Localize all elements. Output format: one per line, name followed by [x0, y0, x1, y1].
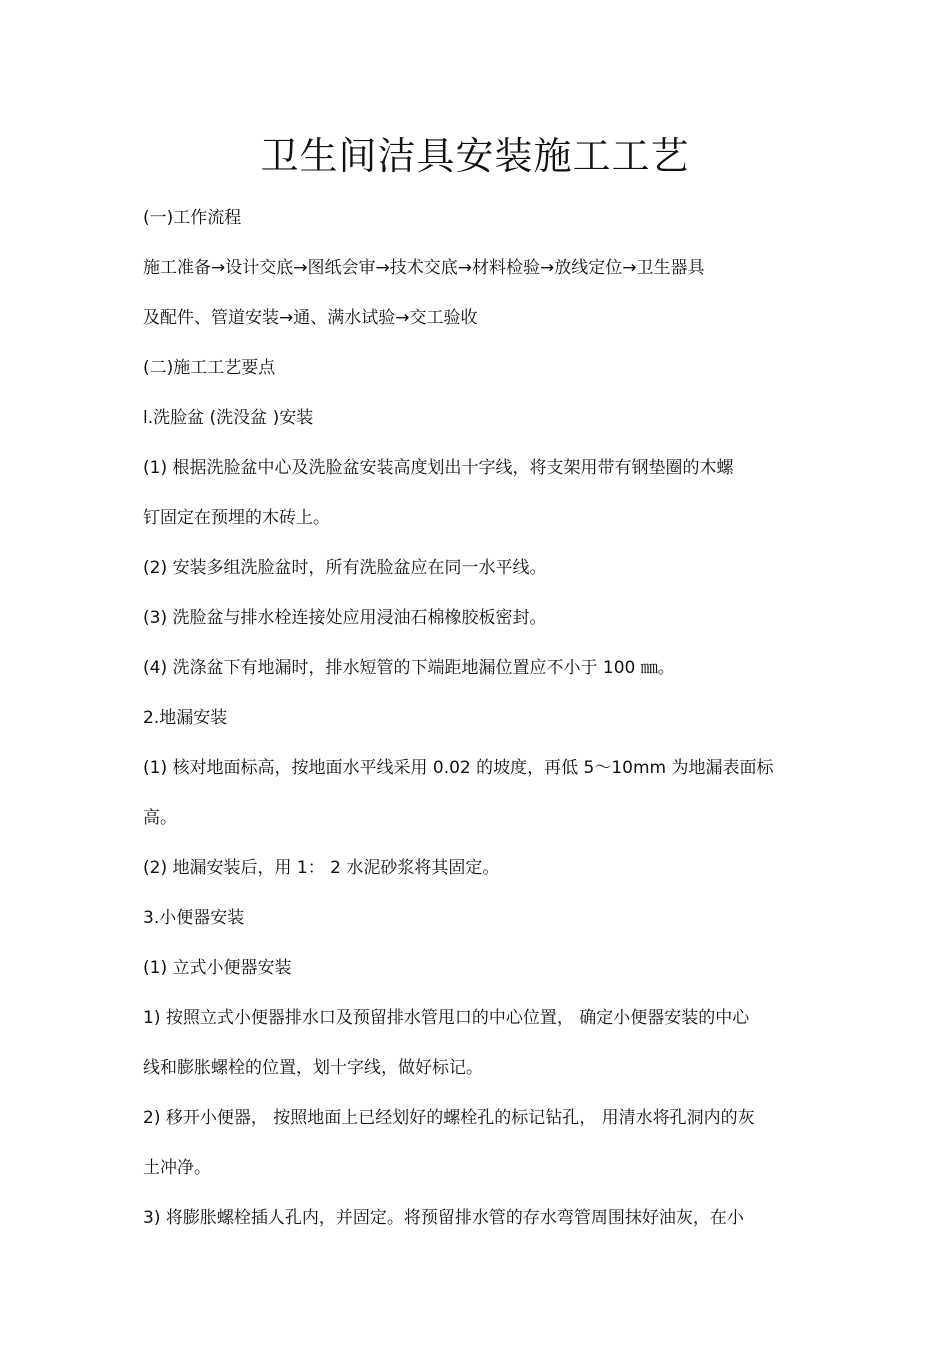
- paragraph-line: (1) 根据洗脸盆中心及洗脸盆安装高度划出十字线，将支架用带有钢垫圈的木螺: [143, 458, 734, 478]
- paragraph-line: 3.小便器安装: [143, 908, 245, 928]
- paragraph-line: (3) 洗脸盆与排水栓连接处应用浸油石棉橡胶板密封。: [143, 608, 547, 628]
- paragraph-line: (1) 立式小便器安装: [143, 958, 292, 978]
- document-title: 卫生间洁具安装施工工艺: [260, 134, 690, 178]
- paragraph-line: (4) 洗涤盆下有地漏时，排水短管的下端距地漏位置应不小于 100 ㎜。: [143, 658, 675, 678]
- paragraph-line: 及配件、管道安装→通、满水试验→交工验收: [143, 308, 478, 328]
- paragraph-line: 1) 按照立式小便器排水口及预留排水管甩口的中心位置， 确定小便器安装的中心: [143, 1008, 750, 1028]
- paragraph-line: (2) 安装多组洗脸盆时，所有洗脸盆应在同一水平线。: [143, 558, 547, 578]
- paragraph-line: 土冲净。: [143, 1158, 211, 1178]
- paragraph-line: l.洗脸盆 (洗没盆 )安装: [143, 408, 314, 428]
- paragraph-line: (一)工作流程: [143, 208, 242, 228]
- paragraph-line: 3) 将膨胀螺栓插人孔内，并固定。将预留排水管的存水弯管周围抹好油灰，在小: [143, 1208, 744, 1228]
- paragraph-line: (二)施工工艺要点: [143, 358, 276, 378]
- paragraph-line: 钉固定在预埋的木砖上。: [143, 508, 330, 528]
- paragraph-line: (2) 地漏安装后，用 1： 2 水泥砂浆将其固定。: [143, 858, 500, 878]
- paragraph-line: 2) 移开小便器， 按照地面上已经划好的螺栓孔的标记钻孔， 用清水将孔洞内的灰: [143, 1108, 755, 1128]
- paragraph-line: (1) 核对地面标高，按地面水平线采用 0.02 的坡度，再低 5～10mm 为地漏表面标: [143, 758, 774, 778]
- paragraph-line: 施工准备→设计交底→图纸会审→技术交底→材料检验→放线定位→卫生器具: [143, 258, 705, 278]
- paragraph-line: 2.地漏安装: [143, 708, 228, 728]
- paragraph-line: 高。: [143, 808, 177, 828]
- paragraph-line: 线和膨胀螺栓的位置，划十字线，做好标记。: [143, 1058, 483, 1078]
